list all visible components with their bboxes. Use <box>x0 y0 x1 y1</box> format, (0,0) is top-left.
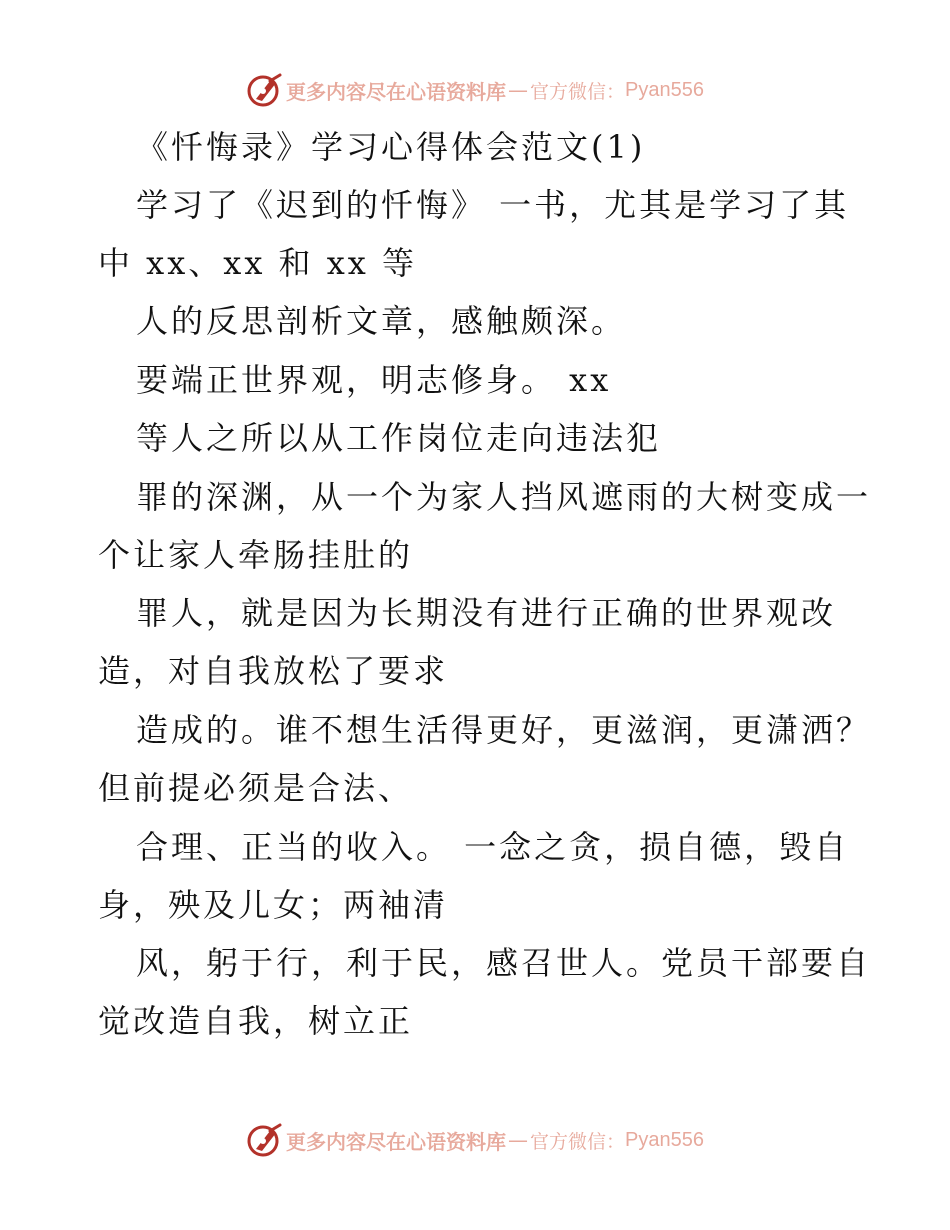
paragraph-line: 个让家人牵肠挂肚的 <box>98 536 414 574</box>
footer-wechat-label: 官方微信： <box>530 1130 626 1153</box>
paragraph-line: 要端正世界观，明志修身。 xx <box>136 361 612 399</box>
paragraph-line: 合理、正当的收入。 一念之贪，损自德，毁自 <box>136 828 850 866</box>
page-header <box>0 70 950 110</box>
header-brand-text: 更多内容尽在心语资料库 <box>286 79 506 104</box>
document-title: 《忏悔录》学习心得体会范文(1) <box>136 128 646 166</box>
paragraph-line: 觉改造自我，树立正 <box>98 1002 414 1040</box>
header-brand-line <box>246 71 704 109</box>
header-wechat-id: Pyan556 <box>625 78 704 101</box>
pen-nib-logo-icon <box>246 1121 284 1159</box>
paragraph-line: 等人之所以从工作岗位走向违法犯 <box>136 419 662 457</box>
paragraph-line: 风，躬于行，利于民，感召世人。党员干部要自 <box>136 944 872 982</box>
footer-brand-dash: — <box>508 1128 528 1152</box>
paragraph-line: 身，殃及儿女；两袖清 <box>98 886 449 924</box>
pen-nib-logo-icon <box>246 71 284 109</box>
footer-brand-line <box>246 1121 704 1159</box>
header-wechat-label: 官方微信： <box>530 80 626 103</box>
paragraph-line: 学习了《迟到的忏悔》 一书，尤其是学习了其 <box>136 186 850 224</box>
paragraph-line: 罪人，就是因为长期没有进行正确的世界观改 <box>136 594 837 632</box>
paragraph-line: 罪的深渊，从一个为家人挡风遮雨的大树变成一 <box>136 478 872 516</box>
paragraph-line: 造，对自我放松了要求 <box>98 652 449 690</box>
paragraph-line: 人的反思剖析文章，感触颇深。 <box>136 302 627 340</box>
paragraph-line: 中 xx、xx 和 xx 等 <box>98 244 417 282</box>
paragraph-line: 造成的。谁不想生活得更好，更滋润，更潇洒？ <box>136 711 872 749</box>
paragraph-line: 但前提必须是合法、 <box>98 769 414 807</box>
footer-brand-text: 更多内容尽在心语资料库 <box>286 1129 506 1154</box>
header-brand-dash: — <box>508 78 528 102</box>
page-footer <box>0 1120 950 1160</box>
footer-wechat-id: Pyan556 <box>625 1128 704 1151</box>
